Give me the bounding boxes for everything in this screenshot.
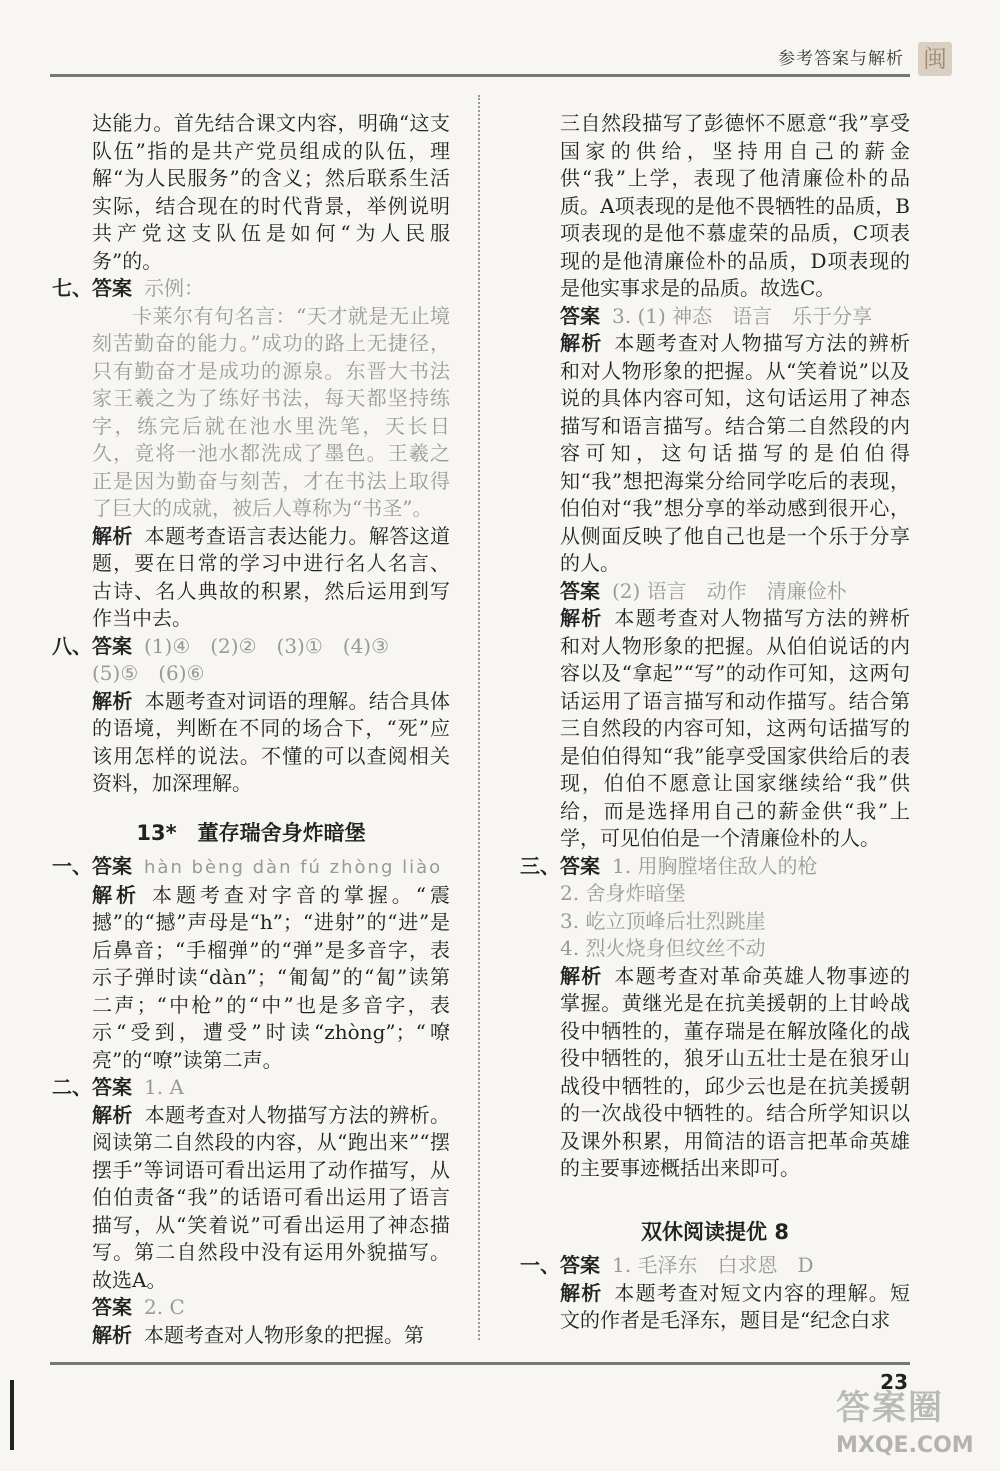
intro-paragraph: 达能力。首先结合课文内容，明确“这支队伍”指的是共产党员组成的队伍，理解“为人民服务”的含义；然后联系生活实际，结合现在的时代背景，举例说明共产党这支队伍是如何“为人民服务”的。 — [92, 111, 450, 273]
analysis-label: 解析 — [560, 963, 603, 988]
analysis-text: 本题考查对字音的掌握。“震撼”的“撼”声母是“h”；“进射”的“进”是后鼻音；“手榴弹”的“弹”是多音字，表示子弹时读“dàn”；“匍匐”的“匐”读第二声；“中枪”的“中”也是多音字，表示“受到，遭受”时读“zhòng”；“嘹亮”的“嘹”读第二声。 — [92, 882, 450, 1072]
section-number: 一、 — [52, 854, 92, 878]
analysis-paragraph — [52, 882, 450, 1075]
analysis-label: 解析 — [560, 1280, 603, 1305]
page-number: 23 — [880, 1370, 908, 1394]
analysis-paragraph — [52, 1102, 450, 1295]
analysis-paragraph — [52, 523, 450, 633]
left-column — [52, 110, 450, 1349]
watermark-logo: 答案圈 — [836, 1388, 944, 1428]
section-number: 三、 — [520, 853, 560, 878]
answer-text: 4. 烈火烧身但纹丝不动 — [560, 936, 766, 960]
analysis-text: 本题考查对革命英雄人物事迹的掌握。黄继光是在抗美援朝的上甘岭战役中牺牲的，董存瑞是在解放隆化的战役中牺牲的，狼牙山五壮士是在狼牙山战役中牺牲的，邱少云也是在抗美援朝的一次战役中牺牲的。结合所学知识以及课外积累，用简洁的语言把革命英雄的主要事迹概括出来即可。 — [560, 963, 911, 1180]
answer-text: (1)④ (2)② (3)① (4)③ — [144, 633, 390, 658]
analysis-paragraph — [520, 605, 910, 853]
answer-label: 答案 — [92, 854, 132, 878]
answer-text: 1. 毛泽东 白求恩 D — [612, 1253, 814, 1277]
answer-label: 答案 — [560, 1253, 600, 1277]
weekend-reading-title: 双休阅读提优 8 — [641, 1219, 789, 1244]
reading-q1-answer — [520, 1252, 910, 1280]
analysis-text: 本题考查对人物描写方法的辨析。阅读第二自然段的内容，从“跑出来”“摆摆手”等词语可看出运用了动作描写，从伯伯责备“我”的话语可看出运用了语言描写，从“笑着说”可看出运用了神态描写。第二自然段中没有运用外貌描写。故选A。 — [92, 1102, 450, 1292]
analysis-label: 解析 — [92, 882, 140, 907]
header-title: 参考答案与解析 — [778, 49, 904, 69]
section-8-answer — [52, 633, 450, 661]
analysis-text: 本题考查对短文内容的理解。短文的作者是毛泽东，题目是“纪念白求 — [560, 1280, 911, 1332]
analysis-text: 本题考查对人物描写方法的辨析和对人物形象的把握。从伯伯说话的内容以及“拿起”“写”的动作可知，这两句话运用了语言描写和动作描写。结合第三自然段的内容可知，这两句话描写的是伯伯得知“我”能享受国家供给后的表现，伯伯不愿意让国家继续给“我”供给，而是选择用自己的薪金供“我”上学，可见伯伯是一个清廉俭朴的人。 — [560, 606, 911, 850]
section-number: 二、 — [52, 1075, 92, 1099]
answer-label: 答案 — [560, 578, 600, 603]
analysis-label: 解析 — [560, 606, 603, 630]
right-column — [520, 110, 910, 1335]
section-7-answer — [52, 275, 450, 303]
analysis-paragraph — [52, 1322, 450, 1350]
analysis-label: 解析 — [92, 1102, 133, 1127]
watermark — [836, 1380, 986, 1465]
header-rule — [50, 74, 910, 77]
continued-paragraph: 三自然段描写了彭德怀不愿意“我”享受国家的供给，坚持用自己的薪金供“我”上学，表现了他清廉俭朴的品质。A项表现的是他不畏牺牲的品质，B项表现的是他不慕虚荣的品质，C项表现的是他清廉俭朴的品质，D项表现的是他实事求是的品质。故选C。 — [560, 111, 910, 300]
lesson-q1-answer — [52, 853, 450, 882]
answer-label: 答案 — [560, 853, 600, 878]
analysis-paragraph — [520, 330, 910, 578]
binding-edge — [10, 1380, 14, 1450]
analysis-label: 解析 — [92, 1322, 132, 1347]
answer-label: 答案 — [560, 303, 600, 328]
pinyin-answer: hàn bèng dàn fú zhòng liào — [144, 857, 443, 878]
footer-rule — [50, 1362, 910, 1365]
analysis-paragraph — [520, 1280, 910, 1335]
section-number: 一、 — [520, 1253, 560, 1277]
answer-label: 答案 — [92, 276, 132, 300]
answer-text: (2) 语言 动作 清廉俭朴 — [612, 578, 847, 603]
answer-text: 2. 舍身炸暗堡 — [560, 881, 686, 905]
lesson-q2-answer — [52, 1074, 450, 1102]
answer-text: 3. 屹立顶峰后壮烈跳崖 — [560, 908, 766, 933]
analysis-text: 本题考查对人物描写方法的辨析和对人物形象的把握。从“笑着说”以及说的具体内容可知，这句话运用了神态描写和语言描写。结合第二自然段的内容可知，这句话描写的是伯伯得知“我”想把海棠分给同学吃后的表现，伯伯对“我”想分享的举动感到很开心，从侧面反映了他自己也是一个乐于分享的人。 — [560, 331, 911, 575]
analysis-paragraph — [520, 963, 910, 1183]
analysis-text: 本题考查语言表达能力。解答这道题，要在日常的学习中进行名人名言、古诗、名人典故的积累，然后运用到写作当中去。 — [92, 523, 450, 630]
answer-text: 3. (1) 神态 语言 乐于分享 — [612, 303, 873, 328]
analysis-paragraph — [52, 688, 450, 798]
lesson-title: 13* 董存瑞舍身炸暗堡 — [136, 820, 366, 845]
answer-text: 示例： — [144, 276, 204, 300]
analysis-label: 解析 — [560, 331, 603, 355]
sample-essay: 卡莱尔有句名言：“天才就是无止境刻苦勤奋的能力。”成功的路上无捷径，只有勤奋才是成功的源泉。东晋大书法家王羲之为了练好书法，每天都坚持练字，练完后就在池水里洗笔，天长日久，竟将一池水都洗成了墨色。王羲之正是因为勤奋与刻苦，才在书法上取得了巨大的成就，被后人尊称为“书圣”。 — [92, 303, 450, 520]
column-divider — [478, 95, 480, 1340]
watermark-url: MXQE.COM — [836, 1433, 974, 1458]
answer-text: 1. A — [144, 1075, 184, 1099]
analysis-text: 本题考查对词语的理解。结合具体的语境，判断在不同的场合下，“死”应该用怎样的说法。不懂的可以查阅相关资料，加深理解。 — [92, 688, 450, 795]
analysis-text: 本题考查对人物形象的把握。第 — [144, 1322, 424, 1347]
answer-text: 1. 用胸膛堵住敌人的枪 — [612, 853, 818, 878]
answer-paragraph — [520, 578, 910, 606]
answer-paragraph — [52, 1294, 450, 1322]
answer-label: 答案 — [92, 633, 132, 658]
section-3-answer — [520, 853, 910, 881]
answer-paragraph — [520, 303, 910, 331]
section-number: 七、 — [52, 276, 92, 300]
answer-label: 答案 — [92, 1295, 132, 1319]
spacer — [520, 1183, 910, 1197]
region-badge: 闽 — [918, 42, 952, 76]
answer-text: 2. C — [144, 1295, 185, 1319]
analysis-label: 解析 — [92, 523, 133, 548]
section-number: 八、 — [52, 633, 92, 658]
page-header — [50, 38, 910, 78]
answer-text: (5)⑤ (6)⑥ — [92, 661, 205, 685]
answer-label: 答案 — [92, 1075, 132, 1099]
analysis-label: 解析 — [92, 688, 133, 713]
